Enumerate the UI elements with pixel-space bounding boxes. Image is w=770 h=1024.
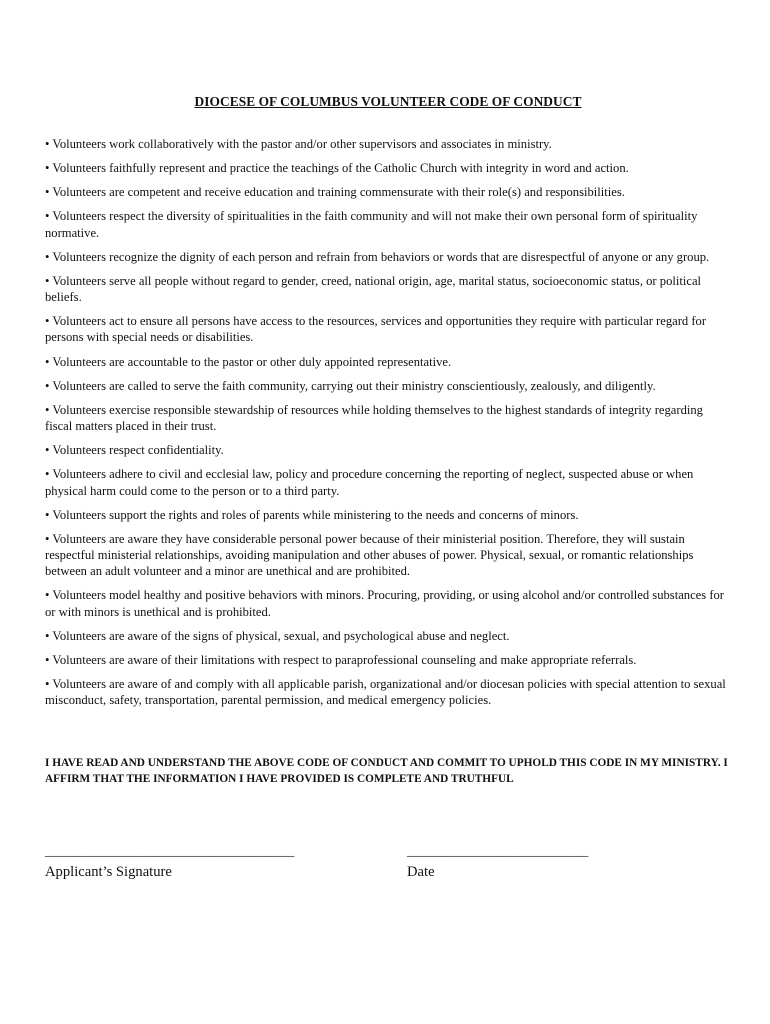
date-label: Date	[407, 864, 435, 880]
list-item-text: Volunteers recognize the dignity of each person and refrain from behaviors or words that are disrespectful of anyone or any group.	[52, 249, 710, 264]
date-line[interactable]: ________________________________	[407, 844, 588, 858]
applicant-signature-line[interactable]: ____________________________________________	[45, 844, 294, 858]
list-item	[45, 628, 733, 644]
bullet-marker: •	[45, 185, 50, 200]
list-item-text: Volunteers act to ensure all persons have access to the resources, services and opportunities they require with particular regard for persons with special needs or disabilities.	[45, 314, 707, 345]
list-item	[45, 313, 733, 346]
bullet-marker: •	[45, 652, 50, 667]
list-item-text: Volunteers respect confidentiality.	[52, 443, 224, 458]
list-item-text: Volunteers serve all people without regard to gender, creed, national origin, age, marital status, socioeconomic status, or political beliefs.	[45, 273, 702, 305]
list-item-text: Volunteers are aware of their limitations with respect to paraprofessional counseling and make appropriate referrals.	[52, 652, 637, 667]
list-item-text: Volunteers faithfully represent and practice the teachings of the Catholic Church with integrity in word and action.	[52, 161, 629, 176]
bullet-marker: •	[45, 249, 50, 264]
list-item-text: Volunteers are called to serve the faith community, carrying out their ministry conscientiously, zealously, and diligently.	[52, 378, 656, 393]
bullet-marker: •	[45, 137, 50, 151]
list-item	[45, 208, 733, 241]
list-item-text: Volunteers are aware of the signs of physical, sexual, and psychological abuse and neglect.	[52, 628, 510, 643]
list-item	[45, 507, 733, 523]
bullet-marker: •	[45, 531, 50, 546]
list-item	[45, 531, 733, 580]
list-item	[45, 442, 733, 458]
bullet-marker: •	[45, 378, 50, 393]
bullet-marker: •	[45, 676, 50, 691]
list-item-text: Volunteers are aware of and comply with all applicable parish, organizational and/or diocesan policies with special attention to sexual misconduct, safety, transportation, parental permission, and medical emergency policies.	[45, 676, 726, 708]
bullet-marker: •	[45, 273, 50, 288]
list-item	[45, 354, 733, 370]
bullet-marker: •	[45, 161, 50, 176]
list-item	[45, 273, 733, 306]
list-item-text: Volunteers are competent and receive education and training commensurate with their role(s) and responsibilities.	[52, 185, 625, 200]
bullet-marker: •	[45, 507, 50, 522]
list-item-text: Volunteers adhere to civil and ecclesial law, policy and procedure concerning the reporting of neglect, suspected abuse or when physical harm could come to the person or to a third party.	[45, 467, 694, 498]
list-item-text: Volunteers support the rights and roles of parents while ministering to the needs and concerns of minors.	[52, 507, 579, 522]
list-item-text: Volunteers respect the diversity of spiritualities in the faith community and will not make their own personal form of spirituality normative.	[45, 209, 698, 240]
bullet-marker: •	[45, 314, 50, 329]
bullet-marker: •	[45, 354, 50, 369]
applicant-signature-label: Applicant’s Signature	[45, 864, 172, 880]
bullet-marker: •	[45, 467, 50, 482]
list-item-text: Volunteers work collaboratively with the pastor and/or other supervisors and associates in ministry.	[52, 137, 552, 151]
list-item	[45, 136, 733, 152]
document-title: DIOCESE OF COLUMBUS VOLUNTEER CODE OF CONDUCT	[194, 94, 582, 109]
list-item	[45, 378, 733, 394]
commitment-statement: I HAVE READ AND UNDERSTAND THE ABOVE CODE OF CONDUCT AND COMMIT TO UPHOLD THIS CODE IN MY MINISTRY. I AFFIRM THAT THE INFORMATION I HAVE PROVIDED IS COMPLETE AND TRUTHFUL	[45, 757, 728, 786]
bullet-marker: •	[45, 402, 50, 417]
list-item	[45, 249, 733, 265]
bullet-marker: •	[45, 443, 50, 458]
list-item	[45, 184, 733, 200]
list-item	[45, 402, 733, 435]
list-item	[45, 466, 733, 499]
list-item	[45, 676, 733, 709]
list-item	[45, 652, 733, 668]
list-item-text: Volunteers exercise responsible stewardship of resources while holding themselves to the highest standards of integrity regarding fiscal matters placed in their trust.	[45, 402, 703, 434]
bullet-marker: •	[45, 209, 50, 224]
bullet-marker: •	[45, 628, 50, 643]
list-item-text: Volunteers are accountable to the pastor or other duly appointed representative.	[52, 354, 452, 369]
code-of-conduct-list	[45, 136, 733, 716]
list-item	[45, 587, 733, 620]
list-item	[45, 160, 733, 176]
list-item-text: Volunteers are aware they have considerable personal power because of their ministerial position. Therefore, they will sustain respectful ministerial relationships, avoiding manipulation and other abuses of power. Physical, sexual, or romantic relationships between an adult volunteer and a minor are unethical and are prohibited.	[45, 531, 694, 579]
bullet-marker: •	[45, 588, 50, 603]
list-item-text: Volunteers model healthy and positive behaviors with minors. Procuring, providing, or using alcohol and/or controlled substances for or with minors is unethical and is prohibited.	[45, 588, 725, 619]
